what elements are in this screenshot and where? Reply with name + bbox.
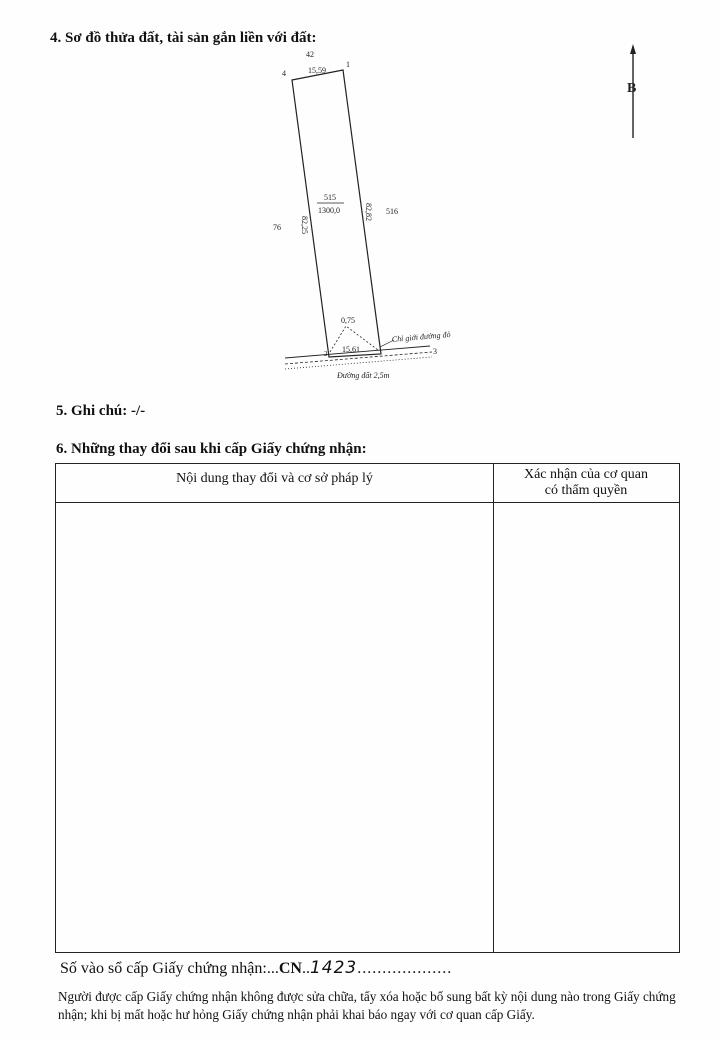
road-edge-2	[285, 357, 432, 369]
notes-heading: 5. Ghi chú: -/-	[56, 403, 146, 419]
table-column-divider	[493, 464, 494, 952]
north-arrow-head-icon	[630, 44, 636, 54]
plot-diagram-heading: 4. Sơ đồ thửa đất, tài sản gắn liền với đất:	[50, 30, 317, 46]
authority-confirmation-header	[493, 467, 679, 499]
registration-prefix: Số vào sổ cấp Giấy chứng nhận:	[60, 960, 267, 977]
parcel-area-label: 1300,0	[318, 206, 340, 215]
neighbor-east-label: 516	[386, 207, 398, 216]
vertex-3-label: 3	[433, 347, 437, 356]
vertex-1-label: 1	[346, 60, 350, 69]
authority-header-line2: có thẩm quyền	[544, 483, 628, 498]
registration-dots-after: ...................	[357, 960, 453, 977]
land-plot-diagram	[0, 0, 720, 400]
vertex-4-label: 4	[282, 69, 286, 78]
neighbor-west-label: 76	[273, 223, 281, 232]
edge-bottom-label: 15,61	[342, 345, 360, 354]
changes-table	[55, 463, 680, 953]
neighbor-north-label: 42	[306, 50, 314, 59]
registration-code: CN	[278, 960, 302, 977]
edge-right-label: 82,82	[364, 203, 373, 221]
registration-dots-mid: ..	[301, 960, 310, 977]
setback-label: 0,75	[341, 316, 355, 325]
vertex-2-label: 2	[324, 350, 328, 358]
changes-heading: 6. Những thay đổi sau khi cấp Giấy chứng nhận:	[56, 441, 367, 457]
changes-content-header: Nội dung thay đổi và cơ sở pháp lý	[176, 471, 373, 486]
boundary-label: Chỉ giới đường đỏ	[391, 329, 451, 344]
registration-number-handwritten: 1423	[309, 958, 358, 978]
road-label: Đường đất 2,5m	[337, 371, 390, 380]
table-header-divider	[56, 502, 679, 503]
parcel-number-label: 515	[324, 193, 336, 202]
north-label: B	[627, 81, 637, 96]
edge-top-label: 15,59	[308, 66, 326, 75]
registration-dots-before: ...	[266, 960, 279, 977]
edge-left-label: 82,25	[300, 216, 309, 234]
registration-number-line	[60, 958, 452, 978]
footer-note: Người được cấp Giấy chứng nhận không được sửa chữa, tẩy xóa hoặc bổ sung bất kỳ nội dung nào trong Giấy chứng nhận; khi bị mất hoặc hư hỏng Giấy chứng nhận phải khai báo ngay với cơ quan cấp Giấy.	[58, 989, 676, 1022]
authority-header-line1: Xác nhận của cơ quan	[523, 467, 648, 482]
